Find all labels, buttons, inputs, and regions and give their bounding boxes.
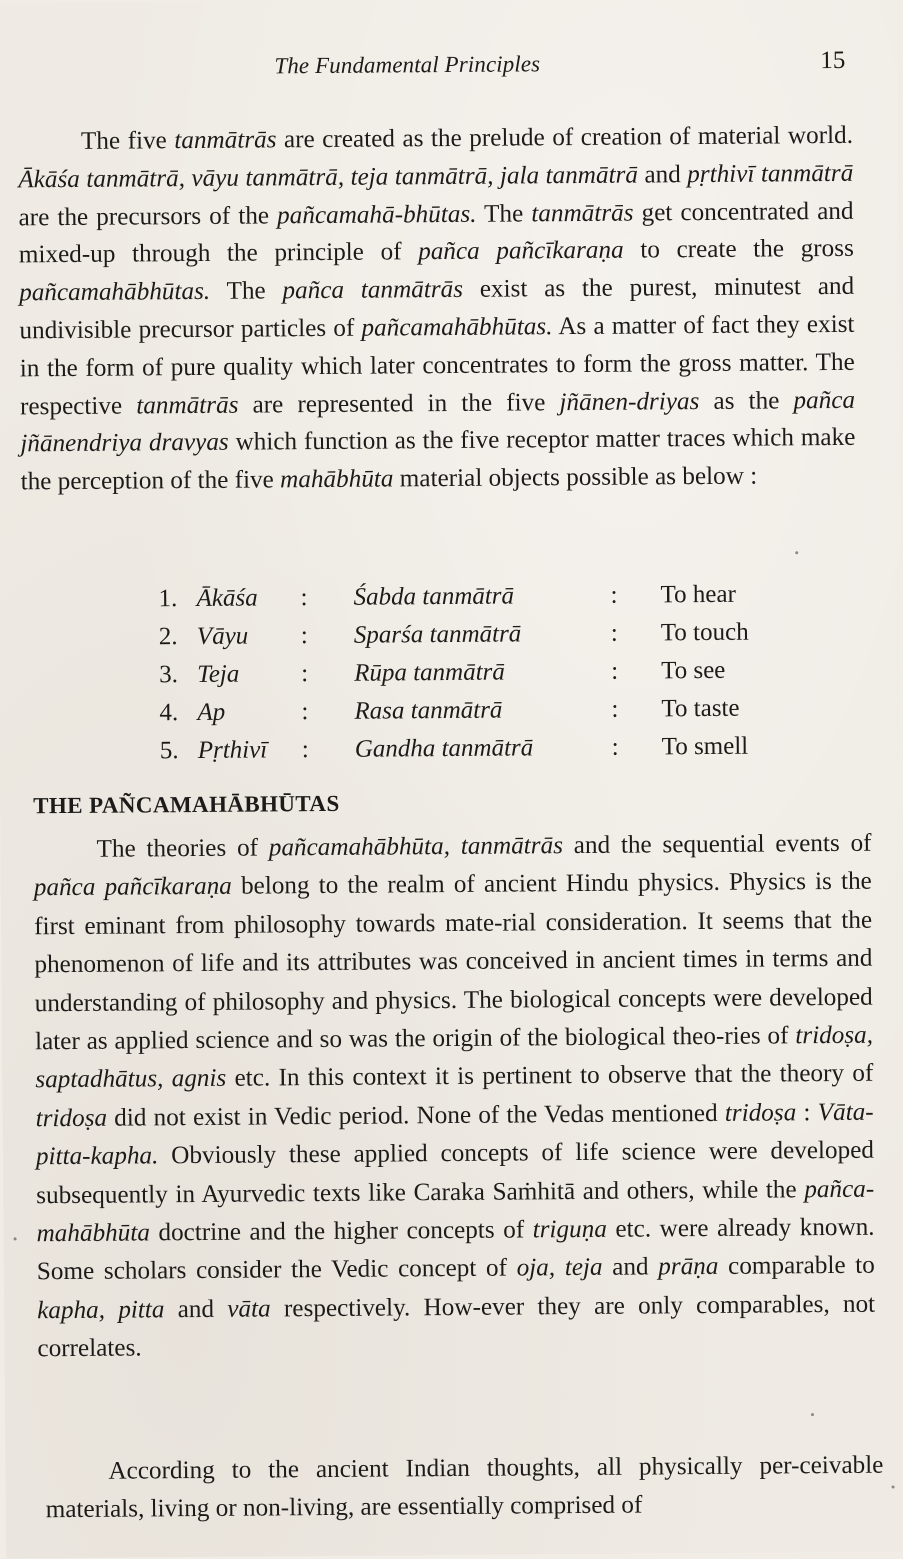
paragraph-ancient-thoughts [45, 1447, 884, 1530]
tanmatra-name: Sparśa tanmātrā [353, 620, 522, 649]
italic-term: mahābhūta [280, 465, 394, 494]
paragraph-pancamahabhutas [33, 825, 875, 1369]
italic-term: tanmātrās [174, 126, 277, 155]
italic-term: pañcamahābhūtas. [19, 278, 211, 307]
text-run: respectively. How-ever they are only comparables, not correlates. [37, 1290, 876, 1363]
text-run: and [602, 1253, 659, 1282]
text-run: and the sequential events of [562, 829, 872, 860]
separator: : [610, 581, 618, 609]
element-name: Ākāśa [196, 584, 258, 612]
text-run: doctrine and the higher concepts of [149, 1216, 533, 1247]
italic-term: tridoṣa [35, 1104, 108, 1133]
italic-term: Ākāśa tanmātrā, vāyu tanmātrā, teja tanmātrā, jala tanmātrā [18, 161, 639, 194]
separator: : [300, 622, 308, 650]
text-run: According to the ancient Indian thoughts, all physically per-ceivable materials, living or non-living, are essentially comprised of [45, 1451, 884, 1524]
text-run: and [164, 1295, 228, 1324]
italic-term: pañca jñānendriya dravyas [20, 386, 856, 458]
text-run: The [210, 277, 283, 306]
tanmatra-name: Rūpa tanmātrā [354, 658, 505, 687]
tanmatra-name: Rasa tanmātrā [354, 696, 503, 725]
italic-term: pañca tanmātrās [282, 276, 464, 305]
text-run: material objects possible as below : [393, 462, 758, 493]
italic-term: vāta [227, 1295, 271, 1323]
text-run: get concentrated and mixed-up through the principle of [18, 197, 854, 269]
separator: : [611, 657, 619, 685]
print-speck [14, 1237, 17, 1240]
print-speck [811, 1413, 814, 1416]
list-item [159, 618, 799, 661]
list-number: 4. [159, 699, 179, 727]
paragraph-tanmatras [18, 117, 856, 502]
list-number: 5. [159, 737, 179, 765]
list-item [160, 732, 800, 775]
text-run: are created as the prelude of creation of material world. [276, 121, 854, 154]
text-run: are represented in the five [238, 388, 560, 419]
separator: : [611, 733, 619, 761]
text-run: exist as the purest, minutest and undivisible precursor particles of [19, 272, 855, 345]
print-speck [795, 551, 798, 554]
text-run: etc. In this context it is pertinent to observe that the theory of [226, 1060, 874, 1093]
separator: : [610, 619, 618, 647]
list-number: 3. [159, 661, 179, 689]
italic-term: Vāta-pitta-kapha. [35, 1098, 874, 1171]
print-speck [892, 1486, 895, 1489]
list-number: 1. [158, 585, 178, 613]
running-head: The Fundamental Principles [274, 51, 541, 79]
text-run: Obviously these applied concepts of life science were developed subsequently in Ayurvedic texts like Caraka Saṁhitā and others, while the [36, 1136, 875, 1209]
sense-function: To taste [661, 694, 740, 723]
italic-term: pañcamahābhūtas. [361, 313, 553, 342]
sense-function: To hear [660, 580, 736, 609]
text-run: The [476, 199, 532, 228]
separator: : [301, 736, 309, 764]
list-item [158, 580, 798, 623]
italic-term: pañcamahā-bhūtas. [277, 200, 477, 229]
sense-function: To see [661, 656, 726, 685]
text-run: belong to the realm of ancient Hindu physics. Physics is the first eminant from philosophy towards mate-rial consideration. It seems that the phenomenon of life and its attributes was conceived in ancient times in terms and understanding of philosophy and physics. The biological concepts were developed later as applied science and so was the origin of the biological theo-ries of [34, 868, 873, 1056]
italic-term: kapha, pitta [37, 1296, 165, 1325]
list-item [159, 656, 799, 699]
text-run: etc. were already known. Some scholars consider the Vedic concept of [36, 1213, 875, 1286]
element-name: Vāyu [196, 622, 249, 650]
tanmatra-name: Śabda tanmātrā [353, 582, 515, 611]
section-heading: THE PAÑCAMAHĀBHŪTAS [33, 790, 340, 819]
text-run: are the precursors of the [18, 201, 278, 231]
italic-term: tridoṣa [724, 1099, 797, 1127]
italic-term: pṛthivī tanmātrā [687, 159, 854, 188]
separator: : [300, 584, 308, 612]
text-run: The theories of [96, 834, 269, 863]
italic-term: pañca-mahābhūta [36, 1175, 875, 1248]
text-run: : [796, 1098, 818, 1127]
italic-term: oja, teja [516, 1254, 603, 1282]
list-number: 2. [158, 623, 178, 651]
italic-term: jñānen-driyas [559, 387, 700, 416]
italic-term: pañca pañcīkaraṇa [418, 237, 624, 266]
italic-term: pañca pañcīkaraṇa [33, 873, 232, 902]
italic-term: tanmātrās [531, 199, 634, 227]
italic-term: triguṇa [532, 1215, 607, 1244]
italic-term: tridoṣa, saptadhātus, agnis [35, 1021, 874, 1094]
text-run: did not exist in Vedic period. None of the Vedas mentioned [106, 1099, 725, 1132]
sense-function: To smell [661, 732, 749, 761]
text-run: As a matter of fact they exist in the form of pure quality which later concentrates to form the gross matter. The respective [19, 310, 855, 420]
tanmatra-list [158, 580, 799, 775]
list-item [159, 694, 799, 737]
element-name: Ap [197, 698, 226, 726]
italic-term: prāṇa [658, 1253, 719, 1281]
italic-term: pañcamahābhūta, tanmātrās [268, 832, 564, 862]
sense-function: To touch [660, 618, 749, 647]
text-run: as the [699, 386, 794, 415]
separator: : [611, 695, 619, 723]
tanmatra-name: Gandha tanmātrā [354, 734, 534, 763]
separator: : [301, 698, 309, 726]
italic-term: tanmātrās [136, 391, 239, 420]
element-name: Teja [197, 660, 240, 688]
page-number: 15 [820, 46, 846, 75]
separator: : [301, 660, 309, 688]
text-run: The five [80, 127, 175, 155]
text-run: comparable to [718, 1252, 875, 1281]
element-name: Pṛthivī [197, 736, 268, 764]
text-run: which function as the five receptor matter traces which make the perception of the five [20, 424, 856, 496]
text-run: and [637, 160, 688, 189]
text-run: to create the gross [623, 235, 854, 265]
